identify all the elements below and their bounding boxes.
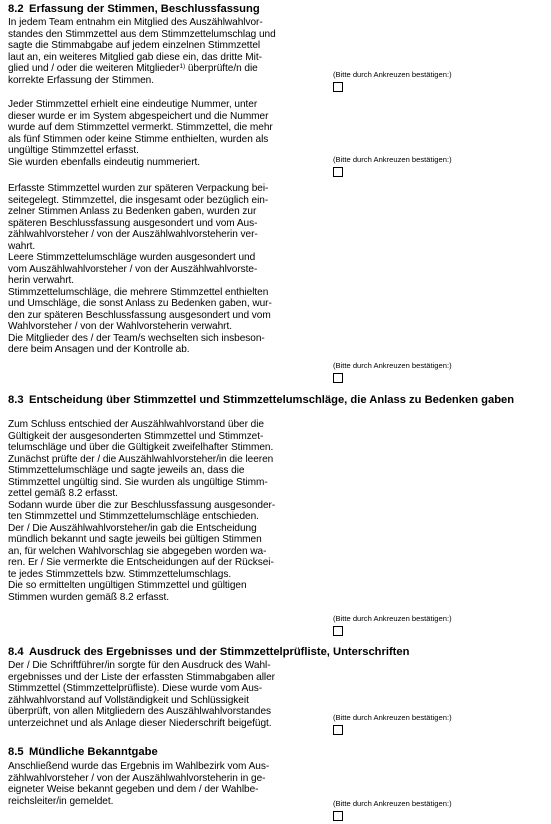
section-title: Erfassung der Stimmen, Beschlussfassung xyxy=(29,3,260,15)
confirm-label: (Bitte durch Ankreuzen bestätigen:) xyxy=(333,614,452,623)
text-line: Stimmzettelumschläge, die mehrere Stimmzettel enthielten xyxy=(8,286,269,298)
text-line: reichsleiter/in gemeldet. xyxy=(8,795,114,807)
section-heading-8-3 xyxy=(8,393,514,407)
text-line: telumschläge und über die Gültigkeit zweifelhafter Stimmen. xyxy=(8,442,274,453)
section-number: 8.3 xyxy=(8,394,24,406)
paragraph-8-2-capture xyxy=(8,17,319,86)
text-line: vom Auszählwahlvorsteher / von der Auszählwahlvorste- xyxy=(8,263,258,275)
text-line: zählwahlvorstand auf Vollständigkeit und Schlüssigkeit xyxy=(8,694,249,706)
text-line: Stimmzettel (Stimmzettelprüfliste). Diese wurde vom Aus- xyxy=(8,683,263,694)
text-line: mündlich bekannt und sagte jeweils bei gültigen Stimmen xyxy=(8,534,262,545)
text-line: und Umschläge, die sonst Anlass zu Bedenken gaben, wur- xyxy=(8,298,272,309)
text-line: ungültige Stimmzettel erfasst. xyxy=(8,145,139,156)
footnote-mark: 1) xyxy=(179,63,186,70)
confirm-checkbox[interactable] xyxy=(333,167,343,177)
text-line: Erfasste Stimmzettel wurden zur späteren Verpackung bei- xyxy=(8,183,269,194)
paragraph-8-4-printout xyxy=(8,660,319,729)
confirm-label: (Bitte durch Ankreuzen bestätigen:) xyxy=(333,155,452,164)
text-line: Stimmzettel ungültig sind. Sie wurden als ungültige Stimm- xyxy=(8,476,268,488)
paragraph-8-5-announcement xyxy=(8,761,319,807)
confirmation-block-5 xyxy=(333,713,533,735)
confirm-checkbox[interactable] xyxy=(333,373,343,383)
section-heading-8-4 xyxy=(8,645,409,659)
paragraph-8-2-storage xyxy=(8,183,319,356)
confirm-label: (Bitte durch Ankreuzen bestätigen:) xyxy=(333,713,452,722)
paragraph-8-3-decision xyxy=(8,419,319,603)
text-line: Der / Die Schriftführer/in sorgte für den Ausdruck des Wahl- xyxy=(8,660,271,671)
text-line: Zum Schluss entschied der Auszählwahlvorstand über die xyxy=(8,419,264,430)
text-line: standes den Stimmzettel aus dem Stimmzettelumschlag und xyxy=(8,28,276,40)
text-line: wahrt. xyxy=(8,240,36,252)
text-line: überprüft, von allen Mitgliedern des Auszählwahlvorstandes xyxy=(8,706,272,717)
text-line: te jedes Stimmzettels bzw. Stimmzettelumschlags. xyxy=(8,568,232,580)
text-line: als fünf Stimmen oder keine Stimme enthielten, wurden als xyxy=(8,133,269,145)
text-line: laut an, ein weiteres Mitglied gab diese ein, das dritte Mit- xyxy=(8,51,262,63)
text-fragment: glied und / oder die weiteren Mitglieder xyxy=(8,63,180,74)
text-line: Wahlvorsteher / von der Wahlvorsteherin verwahrt. xyxy=(8,321,232,332)
confirmation-block-2 xyxy=(333,155,533,177)
section-number: 8.4 xyxy=(8,646,24,658)
text-line: ren. Er / Sie vermerkte die Entscheidungen auf der Rücksei- xyxy=(8,557,274,568)
confirmation-block-1 xyxy=(333,70,533,92)
text-line: Stimmzettelumschläge und sagte jeweils an, dass die xyxy=(8,465,245,476)
section-title: Entscheidung über Stimmzettel und Stimmzettelumschläge, die Anlass zu Bedenken gaben xyxy=(29,394,515,406)
text-line: zählwahlvorsteher / von der Auszählwahlvorsteherin in ge- xyxy=(8,772,266,784)
text-line: späteren Beschlussfassung ausgesondert und vom Aus- xyxy=(8,217,258,229)
section-number: 8.5 xyxy=(8,746,24,758)
text-line: zettel gemäß 8.2 erfasst. xyxy=(8,488,118,499)
section-heading-8-2 xyxy=(8,2,260,16)
confirm-checkbox[interactable] xyxy=(333,626,343,636)
text-fragment: überprüfte/n die xyxy=(187,63,258,74)
text-line: Der / Die Auszählwahlvorsteher/in gab die Entscheidung xyxy=(8,522,257,534)
text-line: In jedem Team entnahm ein Mitglied des Auszählwahlvor- xyxy=(8,17,263,28)
section-number: 8.2 xyxy=(8,3,24,15)
text-line: an, für welchen Wahlvorschlag sie abgegeben worden wa- xyxy=(8,545,267,557)
text-line: Gültigkeit der ausgesonderten Stimmzettel und Stimmzet- xyxy=(8,430,264,442)
text-line: Zunächst prüfte der / die Auszählwahlvorsteher/in die leeren xyxy=(8,453,274,465)
section-title: Mündliche Bekanntgabe xyxy=(29,746,158,758)
text-line: zählwahlvorsteher / von der Auszählwahlvorsteherin ver- xyxy=(8,229,258,240)
text-line xyxy=(8,63,319,75)
text-line: dere beim Ansagen und der Kontrolle ab. xyxy=(8,344,190,355)
confirmation-block-4 xyxy=(333,614,533,636)
confirm-checkbox[interactable] xyxy=(333,82,343,92)
text-line: sagte die Stimmabgabe auf jedem einzelnen Stimmzettel xyxy=(8,40,261,51)
text-line: seitegelegt. Stimmzettel, die insgesamt oder bezüglich ein- xyxy=(8,194,269,206)
text-line: wurde auf dem Stimmzettel vermerkt. Stimmzettel, die mehr xyxy=(8,122,273,133)
confirm-label: (Bitte durch Ankreuzen bestätigen:) xyxy=(333,361,452,370)
text-line: zelner Stimmen Anlass zu Bedenken gaben, wurden zur xyxy=(8,206,257,217)
confirm-label: (Bitte durch Ankreuzen bestätigen:) xyxy=(333,799,452,808)
section-heading-8-5 xyxy=(8,745,158,759)
text-line: Anschließend wurde das Ergebnis im Wahlbezirk vom Aus- xyxy=(8,761,270,772)
text-line: ten Stimmzettel und Stimmzettelumschläge entschieden. xyxy=(8,511,259,522)
text-line: den zur späteren Beschlussfassung ausgesondert und vom xyxy=(8,309,271,321)
section-title: Ausdruck des Ergebnisses und der Stimmzettelprüfliste, Unterschriften xyxy=(29,646,410,658)
text-line: unterzeichnet und als Anlage dieser Niederschrift beigefügt. xyxy=(8,717,272,729)
text-line: Die Mitglieder des / der Team/s wechselten sich insbeson- xyxy=(8,332,265,344)
text-line: Sie wurden ebenfalls eindeutig nummeriert. xyxy=(8,156,201,168)
text-line: ergebnisses und der Liste der erfassten Stimmabgaben aller xyxy=(8,671,275,683)
confirmation-block-3 xyxy=(333,361,533,383)
text-line: korrekte Erfassung der Stimmen. xyxy=(8,74,154,86)
text-line: dieser wurde er im System abgespeichert und die Nummer xyxy=(8,110,269,122)
text-line: Leere Stimmzettelumschläge wurden ausgesondert und xyxy=(8,252,256,263)
confirm-label: (Bitte durch Ankreuzen bestätigen:) xyxy=(333,70,452,79)
text-line: Die so ermittelten ungültigen Stimmzettel und gültigen xyxy=(8,580,247,591)
confirmation-block-6 xyxy=(333,799,533,821)
text-line: Sodann wurde über die zur Beschlussfassung ausgesonder- xyxy=(8,499,276,511)
paragraph-8-2-numbering xyxy=(8,99,319,168)
text-line: Jeder Stimmzettel erhielt eine eindeutige Nummer, unter xyxy=(8,99,258,110)
text-line: herin verwahrt. xyxy=(8,275,75,286)
text-line: Stimmen wurden gemäß 8.2 erfasst. xyxy=(8,591,170,603)
text-line: eigneter Weise bekannt gegeben und dem / der Wahlbe- xyxy=(8,784,259,795)
confirm-checkbox[interactable] xyxy=(333,725,343,735)
confirm-checkbox[interactable] xyxy=(333,811,343,821)
